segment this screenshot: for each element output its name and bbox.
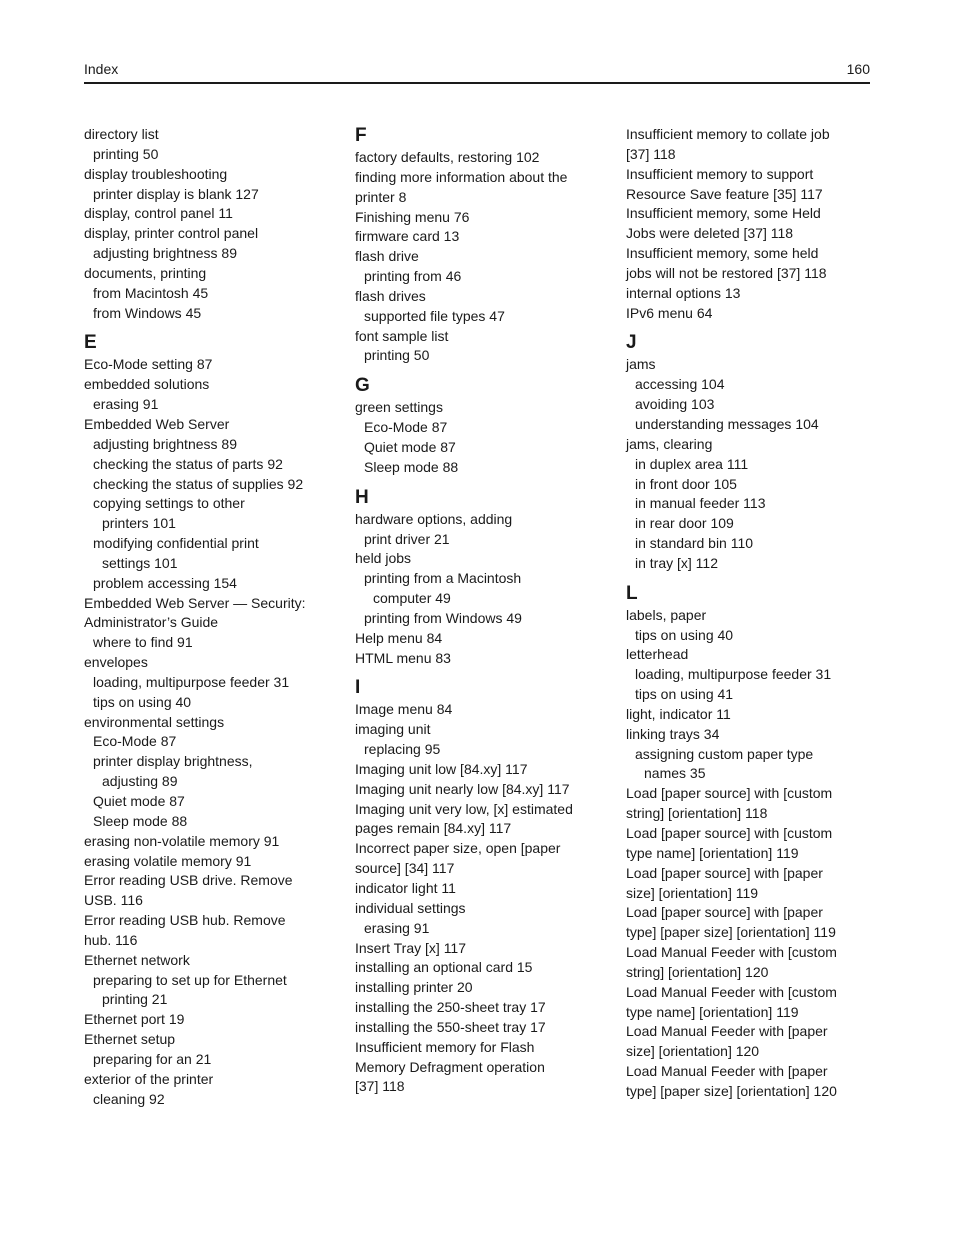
index-column-3 [626,125,871,1102]
index-entry: Imaging unit nearly low [84.xy] 117 [355,780,570,797]
index-entry: HTML menu 83 [355,649,451,666]
index-entry: installing an optional card 15 [355,959,533,976]
index-subentry: printer display is blank 127 [93,185,259,202]
index-entry: Insufficient memory for Flash [355,1038,535,1055]
index-entry: flash drive [355,248,419,265]
index-subentry: avoiding 103 [635,396,715,413]
index-subentry: cleaning 92 [93,1090,165,1107]
index-subentry: adjusting brightness 89 [93,245,237,262]
index-entry: Insufficient memory, some held [626,245,819,262]
index-group [355,125,605,366]
index-entry: envelopes [84,654,148,671]
page-header [84,58,870,84]
index-letter-heading: E [84,332,97,354]
index-entry: Imaging unit low [84.xy] 117 [355,760,528,777]
index-entry: type name] [orientation] 119 [626,844,799,861]
index-entry: Error reading USB hub. Remove [84,912,286,929]
index-subentry: print driver 21 [364,530,450,547]
index-subentry: modifying confidential print [93,535,259,552]
index-subentry: printers 101 [102,515,176,532]
index-subentry: where to find 91 [93,634,193,651]
index-entry: Ethernet setup [84,1031,176,1048]
index-entry: Ethernet network [84,951,190,968]
index-group [84,332,334,1109]
index-entry: Load Manual Feeder with [paper [626,1023,828,1040]
index-entry: [37] 118 [355,1078,405,1095]
index-entry: Load Manual Feeder with [custom [626,983,837,1000]
index-entry: factory defaults, restoring 102 [355,149,540,165]
index-subentry: printing from Windows 49 [364,609,522,626]
index-group [355,487,605,669]
index-subentry: printer display brightness, [93,753,253,770]
index-subentry: in front door 105 [635,475,737,492]
index-entry: Load [paper source] with [custom [626,785,833,802]
index-group [626,583,871,1102]
index-subentry: Quiet mode 87 [93,793,185,809]
index-entry: imaging unit [355,721,431,738]
index-subentry: printing from 46 [364,268,462,285]
index-group [626,125,871,323]
index-entry: string] [orientation] 118 [626,805,768,822]
index-entry: Ethernet port 19 [84,1011,185,1028]
index-subentry: preparing for an 21 [93,1050,212,1067]
index-entry: Load [paper source] with [paper [626,864,823,881]
index-subentry: Sleep mode 88 [93,812,188,829]
index-subentry: loading, multipurpose feeder 31 [635,666,832,683]
index-subentry: names 35 [644,765,706,782]
index-column-2 [355,125,605,1097]
index-entry: printer 8 [355,188,407,205]
index-entry: Load [paper source] with [paper [626,904,823,921]
index-subentry: tips on using 40 [93,693,192,710]
index-subentry: tips on using 40 [635,626,734,643]
index-subentry: loading, multipurpose feeder 31 [93,673,290,690]
index-entry: firmware card 13 [355,228,460,245]
index-entry: [37] 118 [626,145,676,162]
index-entry: source] [34] 117 [355,860,455,877]
index-entry: jobs will not be restored [37] 118 [626,264,827,281]
index-subentry: tips on using 41 [635,686,734,703]
index-entry: display troubleshooting [84,165,228,182]
index-entry: jams [626,356,656,373]
index-entry: embedded solutions [84,376,210,393]
index-entry: environmental settings [84,713,225,730]
index-subentry: understanding messages 104 [635,415,819,432]
index-entry: installing printer 20 [355,979,473,996]
index-subentry: Sleep mode 88 [364,458,459,475]
index-entry: size] [orientation] 120 [626,1043,760,1060]
index-entry: Eco‑Mode setting 87 [84,356,213,373]
index-entry: Incorrect paper size, open [paper [355,840,561,857]
index-entry: Embedded Web Server — Security: [84,594,306,611]
index-entry: display, control panel 11 [84,205,233,222]
index-entry: size] [orientation] 119 [626,884,759,901]
index-entry: Memory Defragment operation [355,1058,545,1075]
index-entry: type name] [orientation] 119 [626,1003,799,1020]
index-subentry: computer 49 [373,590,451,607]
index-entry: string] [orientation] 120 [626,963,769,980]
index-entry: Error reading USB drive. Remove [84,872,293,889]
index-entry: Resource Save feature [35] 117 [626,185,823,202]
index-letter-heading: I [355,677,361,699]
index-entry: Load Manual Feeder with [custom [626,944,837,961]
index-entry: exterior of the printer [84,1070,214,1087]
index-entry: individual settings [355,899,466,916]
index-subentry: in manual feeder 113 [635,495,766,512]
index-entry: linking trays 34 [626,725,720,742]
index-entry: Imaging unit very low, [x] estimated [355,800,573,817]
index-subentry: preparing to set up for Ethernet [93,971,287,988]
index-entry: flash drives [355,287,426,304]
index-entry: installing the 550‑sheet tray 17 [355,1018,546,1035]
index-subentry: from Macintosh 45 [93,284,209,301]
index-entry: display, printer control panel [84,225,259,242]
index-column-1 [84,125,334,1110]
index-subentry: in rear door 109 [635,515,734,532]
index-entry: Insufficient memory to support [626,165,814,182]
index-subentry: printing 50 [364,347,430,364]
index-subentry: erasing 91 [93,396,159,413]
index-entry: directory list [84,126,159,142]
index-entry: Insufficient memory to collate job [626,126,830,142]
index-entry: Finishing menu 76 [355,208,470,225]
index-letter-heading: F [355,125,367,146]
index-entry: Jobs were deleted [37] 118 [626,225,794,242]
index-subentry: adjusting 89 [102,773,178,790]
index-entry: Help menu 84 [355,629,443,646]
index-subentry: assigning custom paper type [635,745,814,762]
index-entry: documents, printing [84,264,207,281]
index-entry: pages remain [84.xy] 117 [355,820,512,837]
index-entry: letterhead [626,646,689,663]
index-entry: Load Manual Feeder with [paper [626,1063,828,1080]
index-subentry: erasing 91 [364,919,430,936]
index-subentry: in standard bin 110 [635,535,754,552]
index-subentry: replacing 95 [364,741,441,758]
index-group [84,125,334,323]
index-entry: erasing volatile memory 91 [84,852,252,869]
index-entry: type] [paper size] [orientation] 120 [626,1082,837,1099]
index-subentry: problem accessing 154 [93,574,237,591]
index-entry: IPv6 menu 64 [626,304,713,321]
index-letter-heading: G [355,375,370,397]
index-entry: indicator light 11 [355,880,456,896]
index-subentry: in duplex area 111 [635,455,749,472]
index-subentry: accessing 104 [635,376,725,393]
index-subentry: settings 101 [102,554,178,571]
index-entry: Load [paper source] with [custom [626,825,833,841]
index-subentry: Quiet mode 87 [364,438,456,455]
index-subentry: printing 21 [102,991,168,1008]
index-subentry: printing from a Macintosh [364,570,522,587]
index-letter-heading: H [355,486,369,508]
section-title: Index [84,61,119,77]
index-entry: labels, paper [626,606,707,623]
index-entry: Insert Tray [x] 117 [355,939,467,956]
index-subentry: printing 50 [93,145,159,162]
index-group [626,332,871,573]
index-subentry: checking the status of parts 92 [93,455,283,472]
index-entry: hardware options, adding [355,510,513,527]
index-entry: installing the 250‑sheet tray 17 [355,999,546,1016]
index-subentry: copying settings to other [93,495,245,512]
index-entry: erasing non‑volatile memory 91 [84,832,280,849]
index-entry: held jobs [355,550,412,567]
index-entry: Embedded Web Server [84,415,230,432]
index-entry: green settings [355,399,443,416]
index-entry: finding more information about the [355,168,568,185]
index-entry: Insufficient memory, some Held [626,205,821,222]
index-subentry: adjusting brightness 89 [93,435,237,452]
index-entry: hub. 116 [84,931,138,948]
index-group [355,375,605,477]
index-entry: USB. 116 [84,892,143,909]
index-subentry: from Windows 45 [93,304,202,321]
index-letter-heading: L [626,582,638,604]
index-entry: internal options 13 [626,284,741,301]
index-subentry: Eco‑Mode 87 [364,419,448,436]
index-subentry: checking the status of supplies 92 [93,475,304,492]
index-entry: jams, clearing [626,435,713,452]
index-entry: Image menu 84 [355,701,453,718]
index-entry: font sample list [355,327,449,344]
index-letter-heading: J [626,332,637,354]
index-entry: light, indicator 11 [626,705,731,722]
index-subentry: Eco‑Mode 87 [93,733,177,750]
index-group [355,677,605,1097]
index-entry: Administrator’s Guide [84,614,219,631]
index-subentry: supported file types 47 [364,307,505,324]
page-number: 160 [846,61,870,77]
index-entry: type] [paper size] [orientation] 119 [626,924,836,941]
index-subentry: in tray [x] 112 [635,554,719,571]
